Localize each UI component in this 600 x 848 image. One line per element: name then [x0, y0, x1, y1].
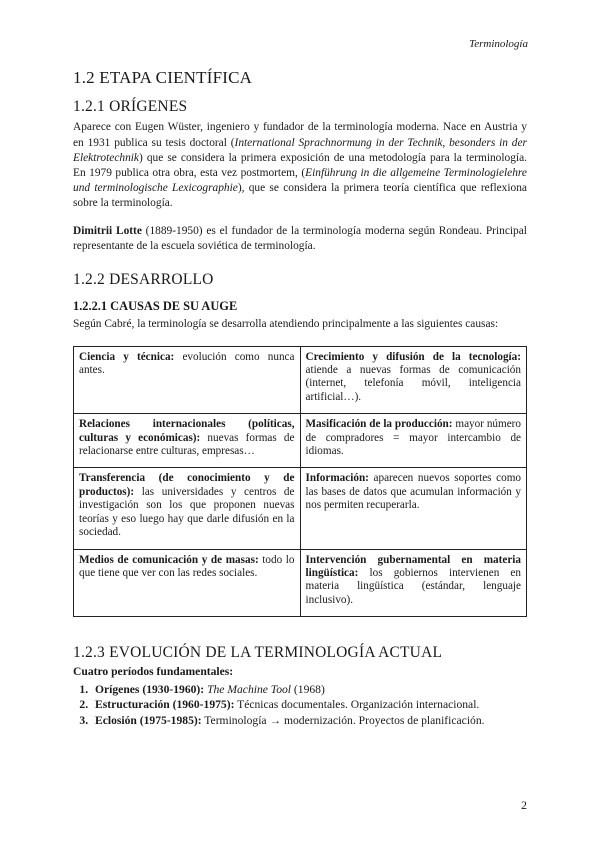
causes-intro: Según Cabré, la terminología se desarrolla atendiendo principalmente a las siguientes causas:: [73, 318, 499, 331]
page-content: [73, 70, 527, 728]
period-name: Estructuración (1960-1975):: [95, 698, 235, 712]
wuster-text-2: ) que se considera la primera exposición de una metodología para la terminología. En 1979 publica otra obra, esta vez postmortem, (: [73, 151, 527, 180]
table-cell: [300, 468, 527, 549]
cell-text: evolución como nunca antes.: [79, 350, 295, 377]
list-item: [91, 682, 527, 698]
cell-text: mayor número de compradores = mayor intercambio de idiomas.: [305, 418, 521, 458]
lotte-paragraph: [73, 224, 527, 254]
list-item: [91, 697, 527, 713]
table-row: [74, 549, 527, 617]
running-header: Terminología: [469, 38, 528, 50]
cell-text: aparecen nuevos soportes como las bases de datos que acumulan información y nos permiten recuperarla.: [305, 472, 521, 512]
table-cell: [74, 414, 301, 468]
periods-list: [73, 682, 527, 729]
cell-text: atiende a nuevas formas de comunicación (internet, telefonía móvil, inteligencia artificial…).: [305, 364, 521, 403]
wuster-paragraph: [73, 120, 527, 211]
table-cell: [300, 414, 527, 468]
table-row: [74, 346, 527, 414]
cell-title: Información:: [305, 472, 369, 485]
table-cell: [300, 346, 527, 414]
cell-title: Crecimiento y difusión de la tecnología:: [305, 350, 521, 363]
period-text: Técnicas documentales. Organización internacional.: [234, 698, 480, 712]
table-cell: [300, 549, 527, 617]
cell-title: Medios de comunicación y de masas:: [79, 553, 259, 566]
cell-text: todo lo que tiene que ver con las redes sociales.: [79, 553, 295, 579]
cell-title: Transferencia (de conocimiento y de productos):: [79, 472, 295, 498]
period-name: Orígenes (1930-1960):: [95, 682, 205, 696]
evolution-heading: 1.2.3 EVOLUCIÓN DE LA TERMINOLOGÍA ACTUAL: [73, 644, 443, 662]
table-cell: [74, 468, 301, 549]
wuster-text-1: Aparece con Eugen Wüster, ingeniero y fundador de la terminología moderna. Nace en Austria y en 1931 publica su tesis doctoral (: [73, 121, 527, 149]
cell-text: las universidades y centros de investigación son los que proponen nuevas teorías y eso luego hay que darle difusión en la sociedad.: [79, 485, 295, 539]
lotte-text: (1889-1950) es el fundador de la terminología moderna según Rondeau. Principal representante de la escuela soviética de terminología.: [73, 224, 527, 252]
lotte-name: Dimitrii Lotte: [73, 224, 142, 237]
cell-text: los gobiernos intervienen en materia lingüística (estándar, lenguaje inclusivo).: [305, 566, 521, 606]
period-text: (1968): [291, 682, 325, 696]
table-row: [74, 468, 527, 549]
periods-title: Cuatro períodos fundamentales:: [73, 665, 234, 679]
cell-text: nuevas formas de relacionarse entre culturas, empresas…: [79, 431, 295, 458]
period-name: Eclosión (1975-1985):: [95, 713, 202, 727]
cell-title: Relaciones internacionales (políticas, culturas y económicas):: [79, 418, 295, 444]
list-item: [91, 713, 527, 729]
cell-title: Masificación de la producción:: [305, 418, 453, 431]
origins-heading: 1.2.1 ORÍGENES: [73, 98, 188, 116]
table-cell: [74, 346, 301, 414]
period-text: Terminología → modernización. Proyectos de planificación.: [201, 713, 485, 727]
thesis-title: International Sprachnormung in der Technik, besonders in der Elektrotechnik: [73, 136, 527, 164]
wuster-text-3: ), que se considera la primera teoría científica que reflexiona sobre la terminología.: [73, 182, 527, 210]
development-heading: 1.2.2 DESARROLLO: [73, 271, 214, 289]
causes-heading: 1.2.2.1 CAUSAS DE SU AUGE: [73, 299, 238, 314]
page-number: 2: [521, 798, 527, 812]
cell-title: Intervención gubernamental en materia lingüística:: [305, 553, 521, 579]
period-work: The Machine Tool: [207, 682, 292, 696]
table-cell: [74, 549, 301, 617]
table-row: [74, 414, 527, 468]
cell-title: Ciencia y técnica:: [79, 350, 175, 363]
section-title: 1.2 ETAPA CIENTÍFICA: [73, 68, 253, 87]
causes-table: [73, 346, 527, 618]
postmortem-work-title: Einführung in die allgemeine Terminologielehre und terminologische Lexicographie: [73, 167, 527, 195]
